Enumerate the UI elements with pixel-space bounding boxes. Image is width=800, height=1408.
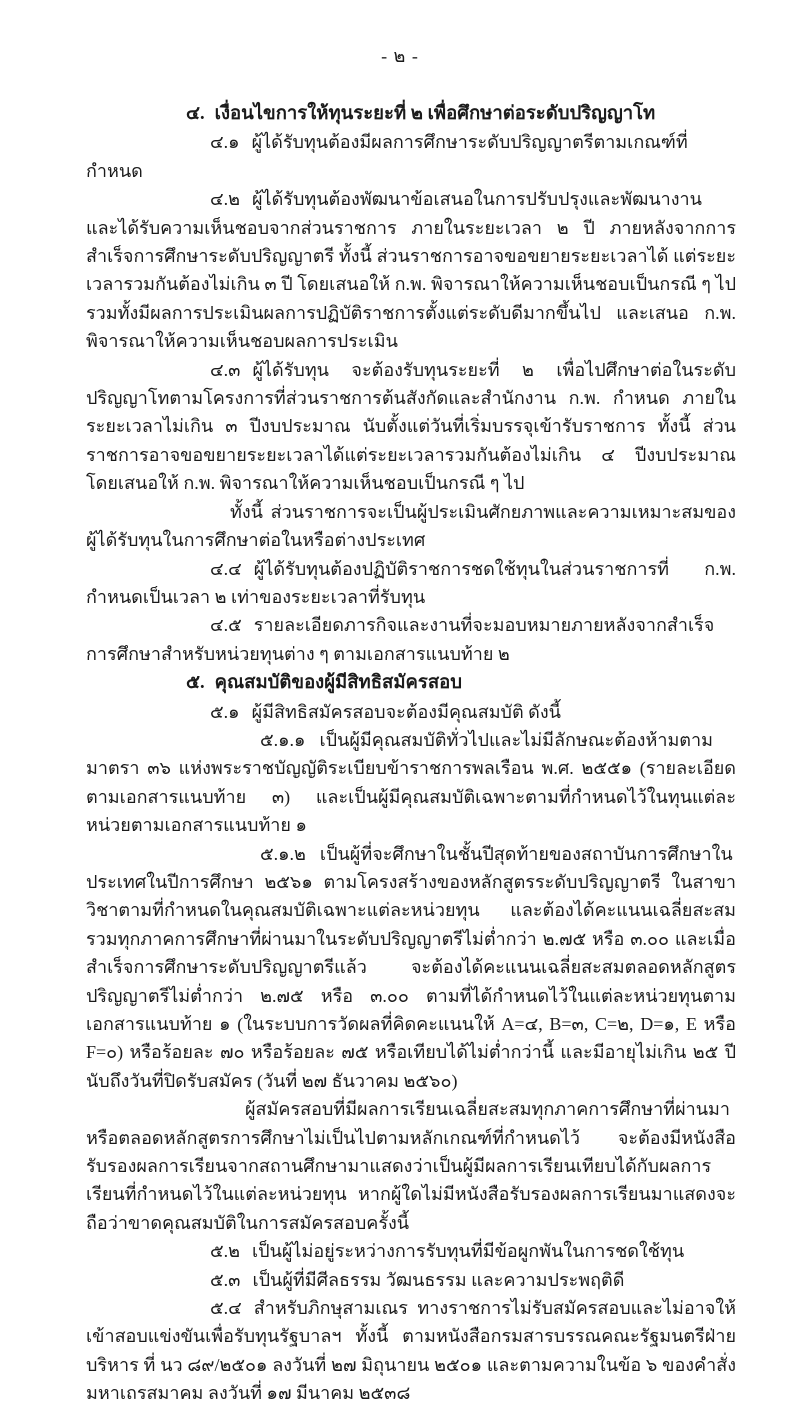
- section-4-heading: [86, 100, 736, 128]
- clause-text: ผู้สมัครสอบที่มีผลการเรียนเฉลี่ยสะสมทุกภาคการศึกษาที่ผ่านมา หรือตลอดหลักสูตรการศึกษาไม่เป็นไปตามหลักเกณฑ์ที่กำหนดไว้ จะต้องมีหนังสือรับรองผลการเรียนจากสถานศึกษามาแสดงว่าเป็นผู้มีผลการเรียนเทียบได้กับผลการเรียนที่กำหนดไว้ในแต่ละหน่วยทุน หากผู้ใดไม่มีหนังสือรับรองผลการเรียนมาแสดงจะถือว่าขาดคุณสมบัติในการสมัครสอบครั้งนี้: [86, 1099, 736, 1233]
- clause-number: ๔.๑: [210, 132, 240, 153]
- clause-5-1-2: [86, 840, 736, 1096]
- clause-text: ผู้ได้รับทุนต้องปฏิบัติราชการชดใช้ทุนในส่วนราชการที่ ก.พ. กำหนดเป็นเวลา ๒ เท่าของระยะเวลาที่รับทุน: [86, 558, 736, 607]
- page-number: - ๒ -: [381, 46, 419, 66]
- clause-5-2: [86, 1237, 736, 1265]
- clause-text: รายละเอียดภารกิจและงานที่จะมอบหมายภายหลังจากสำเร็จการศึกษาสำหรับหน่วยทุนต่าง ๆ ตามเอกสารแนบท้าย ๒: [86, 615, 715, 664]
- clause-number: ๕.๒: [210, 1241, 240, 1262]
- clause-4-2: [86, 185, 736, 355]
- section-number: ๕.: [186, 673, 205, 694]
- section-title: คุณสมบัติของผู้มีสิทธิสมัครสอบ: [214, 673, 462, 694]
- clause-4-1: [86, 128, 736, 185]
- clause-4-3-note: [86, 498, 736, 555]
- clause-text: เป็นผู้มีคุณสมบัติทั่วไปและไม่มีลักษณะต้องห้ามตามมาตรา ๓๖ แห่งพระราชบัญญัติระเบียบข้าราชการพลเรือน พ.ศ. ๒๕๕๑ (รายละเอียดตามเอกสารแนบท้าย ๓) และเป็นผู้มีคุณสมบัติเฉพาะตามที่กำหนดไว้ในทุนแต่ละหน่วยตามเอกสารแนบท้าย ๑: [86, 729, 736, 836]
- clause-text: ผู้มีสิทธิสมัครสอบจะต้องมีคุณสมบัติ ดังนี้: [251, 701, 561, 722]
- clause-text: เป็นผู้ที่จะศึกษาในชั้นปีสุดท้ายของสถาบันการศึกษาในประเทศในปีการศึกษา ๒๕๖๑ ตามโครงสร้างของหลักสูตรระดับปริญญาตรี ในสาขาวิชาตามที่กำหนดในคุณสมบัติเฉพาะแต่ละหน่วยทุน และต้องได้คะแนนเฉลี่ยสะสมรวมทุกภาคการศึกษาที่ผ่านมาในระดับปริญญาตรีไม่ต่ำกว่า ๒.๗๕ หรือ ๓.๐๐ และเมื่อสำเร็จการศึกษาระดับปริญญาตรีแล้ว จะต้องได้คะแนนเฉลี่ยสะสมตลอดหลักสูตรปริญญาตรีไม่ต่ำกว่า ๒.๗๕ หรือ ๓.๐๐ ตามที่ได้กำหนดไว้ในแต่ละหน่วยทุนตามเอกสารแนบท้าย ๑ (ในระบบการวัดผลที่คิดคะแนนให้ A=๔, B=๓, C=๒, D=๑, E หรือ F=๐) หรือร้อยละ ๗๐ หรือร้อยละ ๗๕ หรือเทียบได้ไม่ต่ำกว่านี้ และมีอายุไม่เกิน ๒๕ ปี นับถึงวันที่ปิดรับสมัคร (วันที่ ๒๗ ธันวาคม ๒๕๖๐): [86, 843, 736, 1091]
- clause-5-1-1: [86, 726, 736, 840]
- clause-number: ๕.๓: [210, 1269, 241, 1290]
- clause-text: เป็นผู้ที่มีศีลธรรม วัฒนธรรม และความประพฤติดี: [252, 1269, 625, 1290]
- clause-5-1: [86, 698, 736, 726]
- clause-4-3: [86, 356, 736, 498]
- clause-number: ๕.๑.๒: [260, 843, 306, 864]
- clause-number: ๔.๔: [210, 558, 242, 579]
- clause-text: ผู้ได้รับทุนต้องมีผลการศึกษาระดับปริญญาตรีตามเกณฑ์ที่กำหนด: [86, 132, 688, 181]
- clause-text: ผู้ได้รับทุน จะต้องรับทุนระยะที่ ๒ เพื่อไปศึกษาต่อในระดับปริญญาโทตามโครงการที่ส่วนราชการต้นสังกัดและสำนักงาน ก.พ. กำหนด ภายในระยะเวลาไม่เกิน ๓ ปีงบประมาณ นับตั้งแต่วันที่เริ่มบรรจุเข้ารับราชการ ทั้งนี้ ส่วนราชการอาจขอขยายระยะเวลาได้แต่ระยะเวลารวมกันต้องไม่เกิน ๔ ปีงบประมาณ โดยเสนอให้ ก.พ. พิจารณาให้ความเห็นชอบเป็นกรณี ๆ ไป: [86, 359, 736, 494]
- clause-number: ๔.๓: [210, 359, 241, 380]
- section-5-heading: [86, 669, 736, 697]
- clause-number: ๕.๑.๑: [260, 729, 306, 750]
- clause-text: เป็นผู้ไม่อยู่ระหว่างการรับทุนที่มีข้อผูกพันในการชดใช้ทุน: [252, 1241, 685, 1262]
- clause-text: ทั้งนี้ ส่วนราชการจะเป็นผู้ประเมินศักยภาพและความเหมาะสมของผู้ได้รับทุนในการศึกษาต่อในหรือต่างประเทศ: [86, 501, 736, 551]
- clause-number: ๔.๕: [210, 615, 242, 636]
- clause-4-4: [86, 555, 736, 612]
- section-number: ๔.: [186, 104, 205, 124]
- clause-5-4: [86, 1294, 736, 1408]
- clause-text: สำหรับภิกษุสามเณร ทางราชการไม่รับสมัครสอบและไม่อาจให้เข้าสอบแข่งขันเพื่อรับทุนรัฐบาลฯ ทั้งนี้ ตามหนังสือกรมสารบรรณคณะรัฐมนตรีฝ่ายบริหาร ที่ นว ๘๙/๒๕๐๑ ลงวันที่ ๒๗ มิถุนายน ๒๕๐๑ และตามความในข้อ ๖ ของคำสั่งมหาเถรสมาคม ลงวันที่ ๑๗ มีนาคม ๒๕๓๘: [86, 1298, 736, 1404]
- clause-5-1-2-note: [86, 1095, 736, 1237]
- clause-number: ๕.๔: [210, 1298, 242, 1319]
- section-title: เงื่อนไขการให้ทุนระยะที่ ๒ เพื่อศึกษาต่อระดับปริญญาโท: [214, 104, 656, 124]
- clause-4-5: [86, 611, 736, 668]
- clause-number: ๔.๒: [210, 189, 240, 210]
- clause-text: ผู้ได้รับทุนต้องพัฒนาข้อเสนอในการปรับปรุงและพัฒนางาน และได้รับความเห็นชอบจากส่วนราชการ ภายในระยะเวลา ๒ ปี ภายหลังจากการสำเร็จการศึกษาระดับปริญญาตรี ทั้งนี้ ส่วนราชการอาจขอขยายระยะเวลาได้ แต่ระยะเวลารวมกันต้องไม่เกิน ๓ ปี โดยเสนอให้ ก.พ. พิจารณาให้ความเห็นชอบเป็นกรณี ๆ ไป รวมทั้งมีผลการประเมินผลการปฏิบัติราชการตั้งแต่ระดับดีมากขึ้นไป และเสนอ ก.พ. พิจารณาให้ความเห็นชอบผลการประเมิน: [86, 189, 736, 352]
- clause-5-3: [86, 1266, 736, 1294]
- document-content: [0, 100, 800, 1408]
- clause-number: ๕.๑: [210, 701, 240, 722]
